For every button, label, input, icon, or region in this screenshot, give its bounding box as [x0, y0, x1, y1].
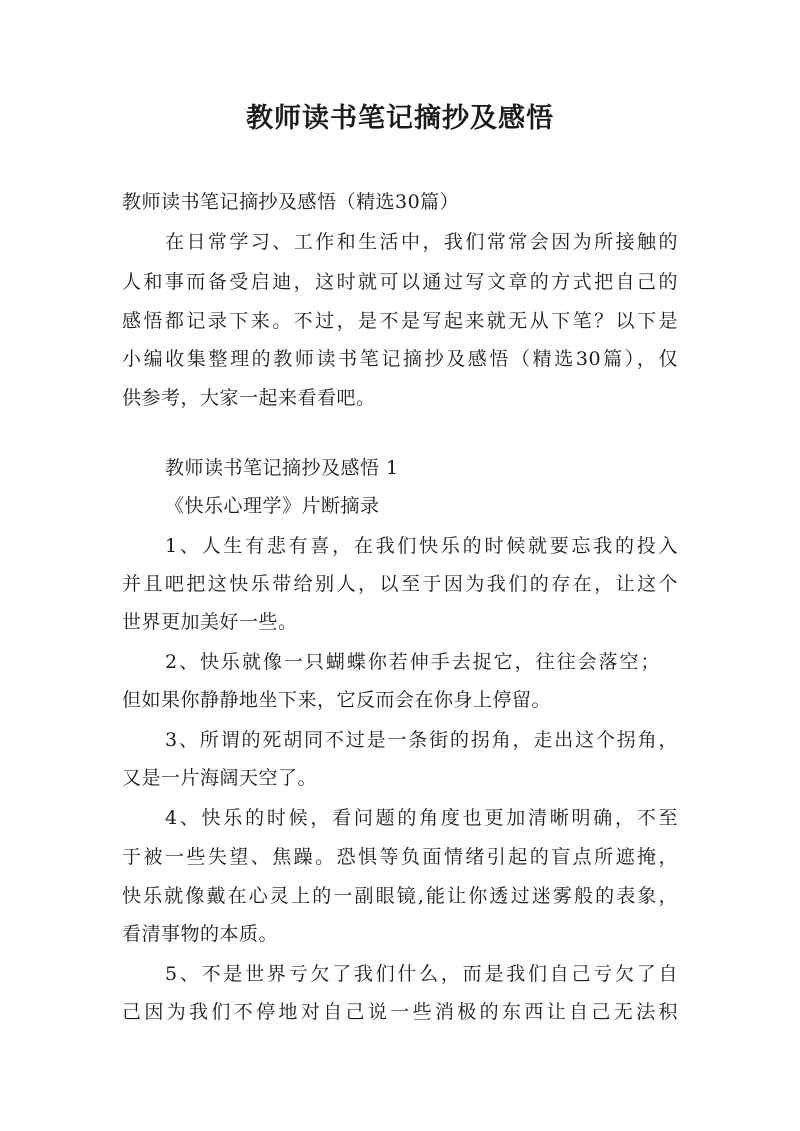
intro-line: 人和事而备受启迪，这时就可以通过写文章的方式把自己的: [122, 271, 678, 293]
excerpt-line: 1、人生有悲有喜，在我们快乐的时候就要忘我的投入: [165, 535, 678, 557]
document-title: 教师读书笔记摘抄及感悟: [246, 103, 554, 134]
excerpt-line: 于被一些失望、焦躁。恐惧等负面情绪引起的盲点所遮掩，: [122, 846, 678, 868]
excerpt-line: 世界更加美好一些。: [122, 611, 298, 633]
excerpt-source: 《快乐心理学》片断摘录: [165, 495, 380, 517]
excerpt-line: 看清事物的本质。: [122, 923, 279, 945]
intro-line: 供参考，大家一起来看看吧。: [122, 387, 376, 409]
section-heading: 教师读书笔记摘抄及感悟 1: [165, 457, 399, 479]
excerpt-line: 快乐就像戴在心灵上的一副眼镜,能让你透过迷雾般的表象，: [122, 885, 678, 907]
excerpt-line: 己因为我们不停地对自己说一些消极的东西让自己无法积: [122, 1001, 678, 1023]
excerpt-line: 4、快乐的时候，看问题的角度也更加清晰明确，不至: [165, 807, 678, 829]
excerpt-line: 5、不是世界亏欠了我们什么，而是我们自己亏欠了自: [165, 963, 678, 985]
intro-line: 感悟都记录下来。不过，是不是写起来就无从下笔？以下是: [122, 310, 678, 332]
excerpt-line: 但如果你静静地坐下来，它反而会在你身上停留。: [122, 689, 552, 711]
excerpt-line: 又是一片海阔天空了。: [122, 767, 318, 789]
excerpt-line: 并且吧把这快乐带给别人，以至于因为我们的存在，让这个: [122, 573, 678, 595]
intro-line: 小编收集整理的教师读书笔记摘抄及感悟（精选30篇），仅: [122, 348, 678, 370]
intro-line: 在日常学习、工作和生活中，我们常常会因为所接触的: [165, 231, 678, 253]
subtitle-line: 教师读书笔记摘抄及感悟（精选30篇）: [122, 191, 460, 213]
excerpt-line: 3、所谓的死胡同不过是一条街的拐角，走出这个拐角，: [165, 729, 678, 751]
excerpt-line: 2、快乐就像一只蝴蝶你若伸手去捉它，往往会落空；: [165, 651, 660, 673]
